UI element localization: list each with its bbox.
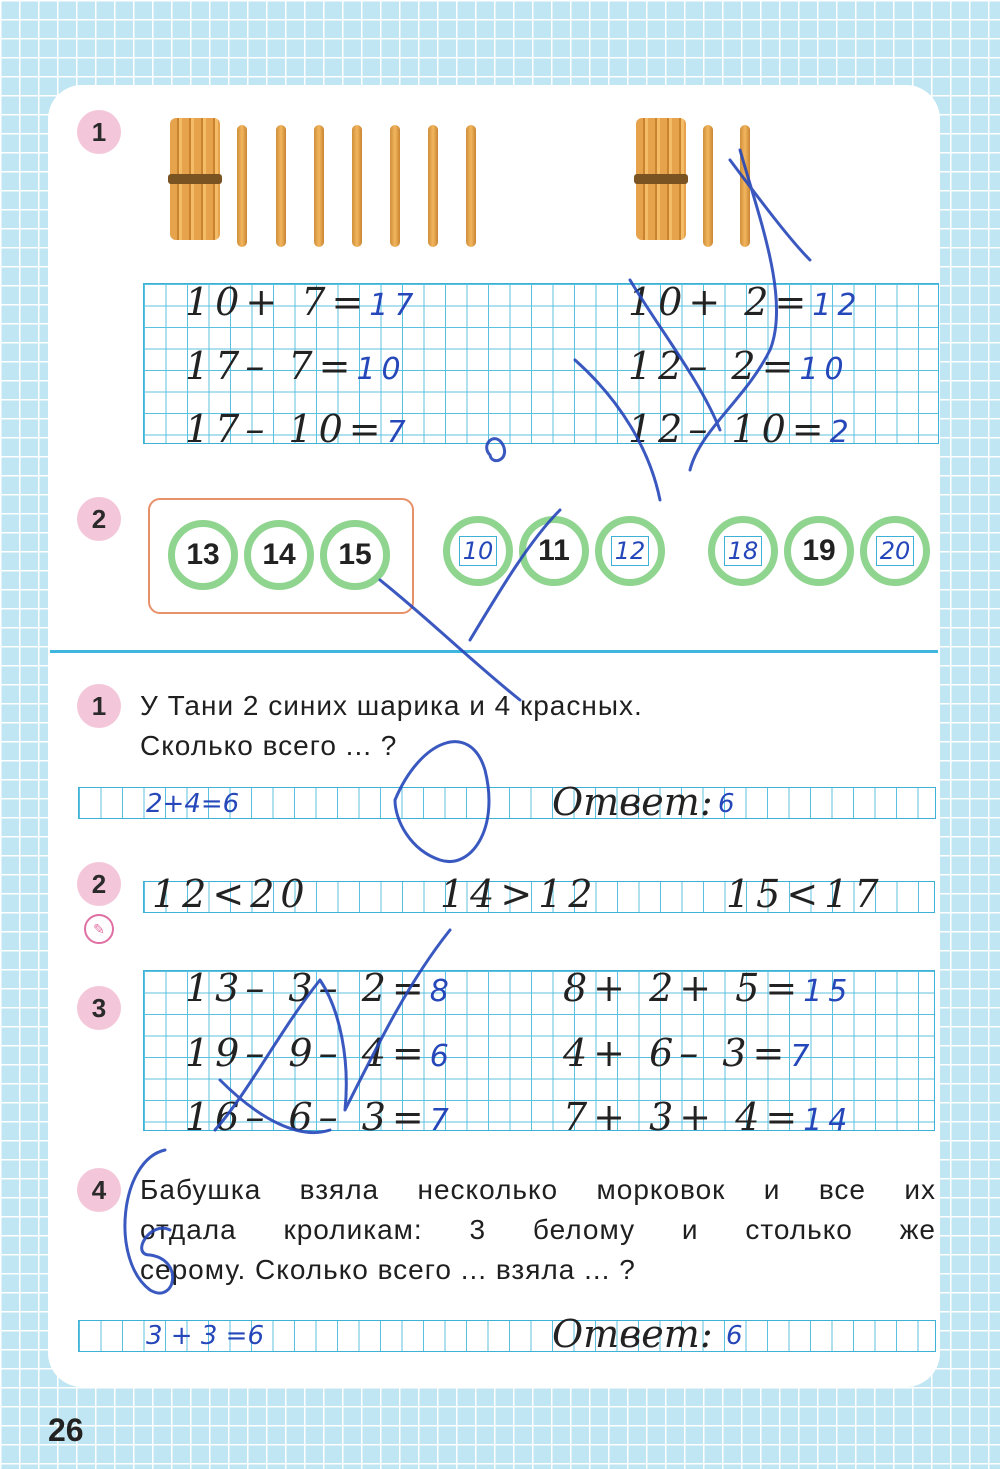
written-answer: 6 (718, 789, 735, 819)
stick (276, 125, 286, 247)
comparison: 15<17 (726, 872, 885, 916)
number-circle (860, 516, 930, 586)
written-answer: 15 (803, 974, 854, 1009)
written-answer: 12 (812, 288, 863, 323)
stick (390, 125, 400, 247)
equation-row: 7+ 3+ 4=14 (563, 1095, 854, 1139)
exercise-number-badge: 2 (77, 497, 121, 541)
number-circle: 15 (320, 520, 390, 590)
stick (740, 125, 750, 247)
written-solution: 3 + 3 =6 (146, 1321, 264, 1351)
written-answer: 6 (726, 1321, 743, 1351)
equation-row: 13– 3– 2=8 (185, 966, 455, 1010)
answer-label: Ответ: (552, 1312, 713, 1356)
task-number-badge: 3 (77, 986, 121, 1030)
exercise-number-badge: 1 (77, 110, 121, 154)
comparison: 12<20 (152, 872, 311, 916)
written-answer: 7 (429, 1103, 455, 1138)
stick (352, 125, 362, 247)
number-circle: 19 (784, 516, 854, 586)
equation-row: 10+ 7=17 (185, 280, 420, 324)
number-circle: 14 (244, 520, 314, 590)
written-answer: 7 (790, 1039, 816, 1074)
equation-row: 16– 6– 3=7 (185, 1095, 455, 1139)
equation-row: 12– 10=2 (628, 407, 855, 451)
stick (237, 125, 247, 247)
task-text: У Тани 2 синих шарика и 4 красных. Сколько всего ... ? (140, 690, 643, 761)
number-circle: 13 (168, 520, 238, 590)
number-circle (708, 516, 778, 586)
written-answer: 2 (829, 415, 855, 450)
task-number-badge: 1 (77, 684, 121, 728)
equation-row: 8+ 2+ 5=15 (563, 966, 854, 1010)
page-number: 26 (48, 1412, 84, 1448)
equation-row: 4+ 6– 3=7 (563, 1031, 816, 1075)
written-answer: 6 (429, 1039, 455, 1074)
section-divider (50, 650, 938, 653)
written-answer: 20 (876, 536, 915, 566)
equation-row: 19– 9– 4=6 (185, 1031, 455, 1075)
written-answer: 12 (611, 536, 650, 566)
equation-row: 17– 10=7 (185, 407, 412, 451)
written-answer: 10 (799, 352, 850, 387)
written-answer: 10 (356, 352, 407, 387)
written-solution: 2+4=6 (146, 789, 240, 819)
stick-bundle-ten (170, 118, 220, 240)
written-answer: 18 (724, 536, 763, 566)
equation-row: 12– 2=10 (628, 344, 850, 388)
task-number-badge: 4 (77, 1168, 121, 1212)
written-answer: 7 (386, 415, 412, 450)
equation-row: 10+ 2=12 (628, 280, 863, 324)
written-answer: 8 (429, 974, 455, 1009)
number-circle (595, 516, 665, 586)
stick (428, 125, 438, 247)
number-circle (443, 516, 513, 586)
written-answer: 14 (803, 1103, 854, 1138)
stick (314, 125, 324, 247)
creative-task-icon: ✎ (84, 914, 114, 944)
written-answer: 17 (369, 288, 420, 323)
task-number-badge: 2 (77, 862, 121, 906)
number-circle: 11 (519, 516, 589, 586)
answer-label: Ответ: (552, 780, 713, 824)
stick (703, 125, 713, 247)
stick (466, 125, 476, 247)
stick-bundle-ten (636, 118, 686, 240)
comparison: 14>12 (440, 872, 599, 916)
written-answer: 10 (459, 536, 498, 566)
task-text: Бабушка взяла несколько морковок и все их отдала кроликам: 3 белому и столько же серому. Сколько всего ... взяла ... ? (140, 1174, 936, 1285)
equation-row: 17– 7=10 (185, 344, 407, 388)
